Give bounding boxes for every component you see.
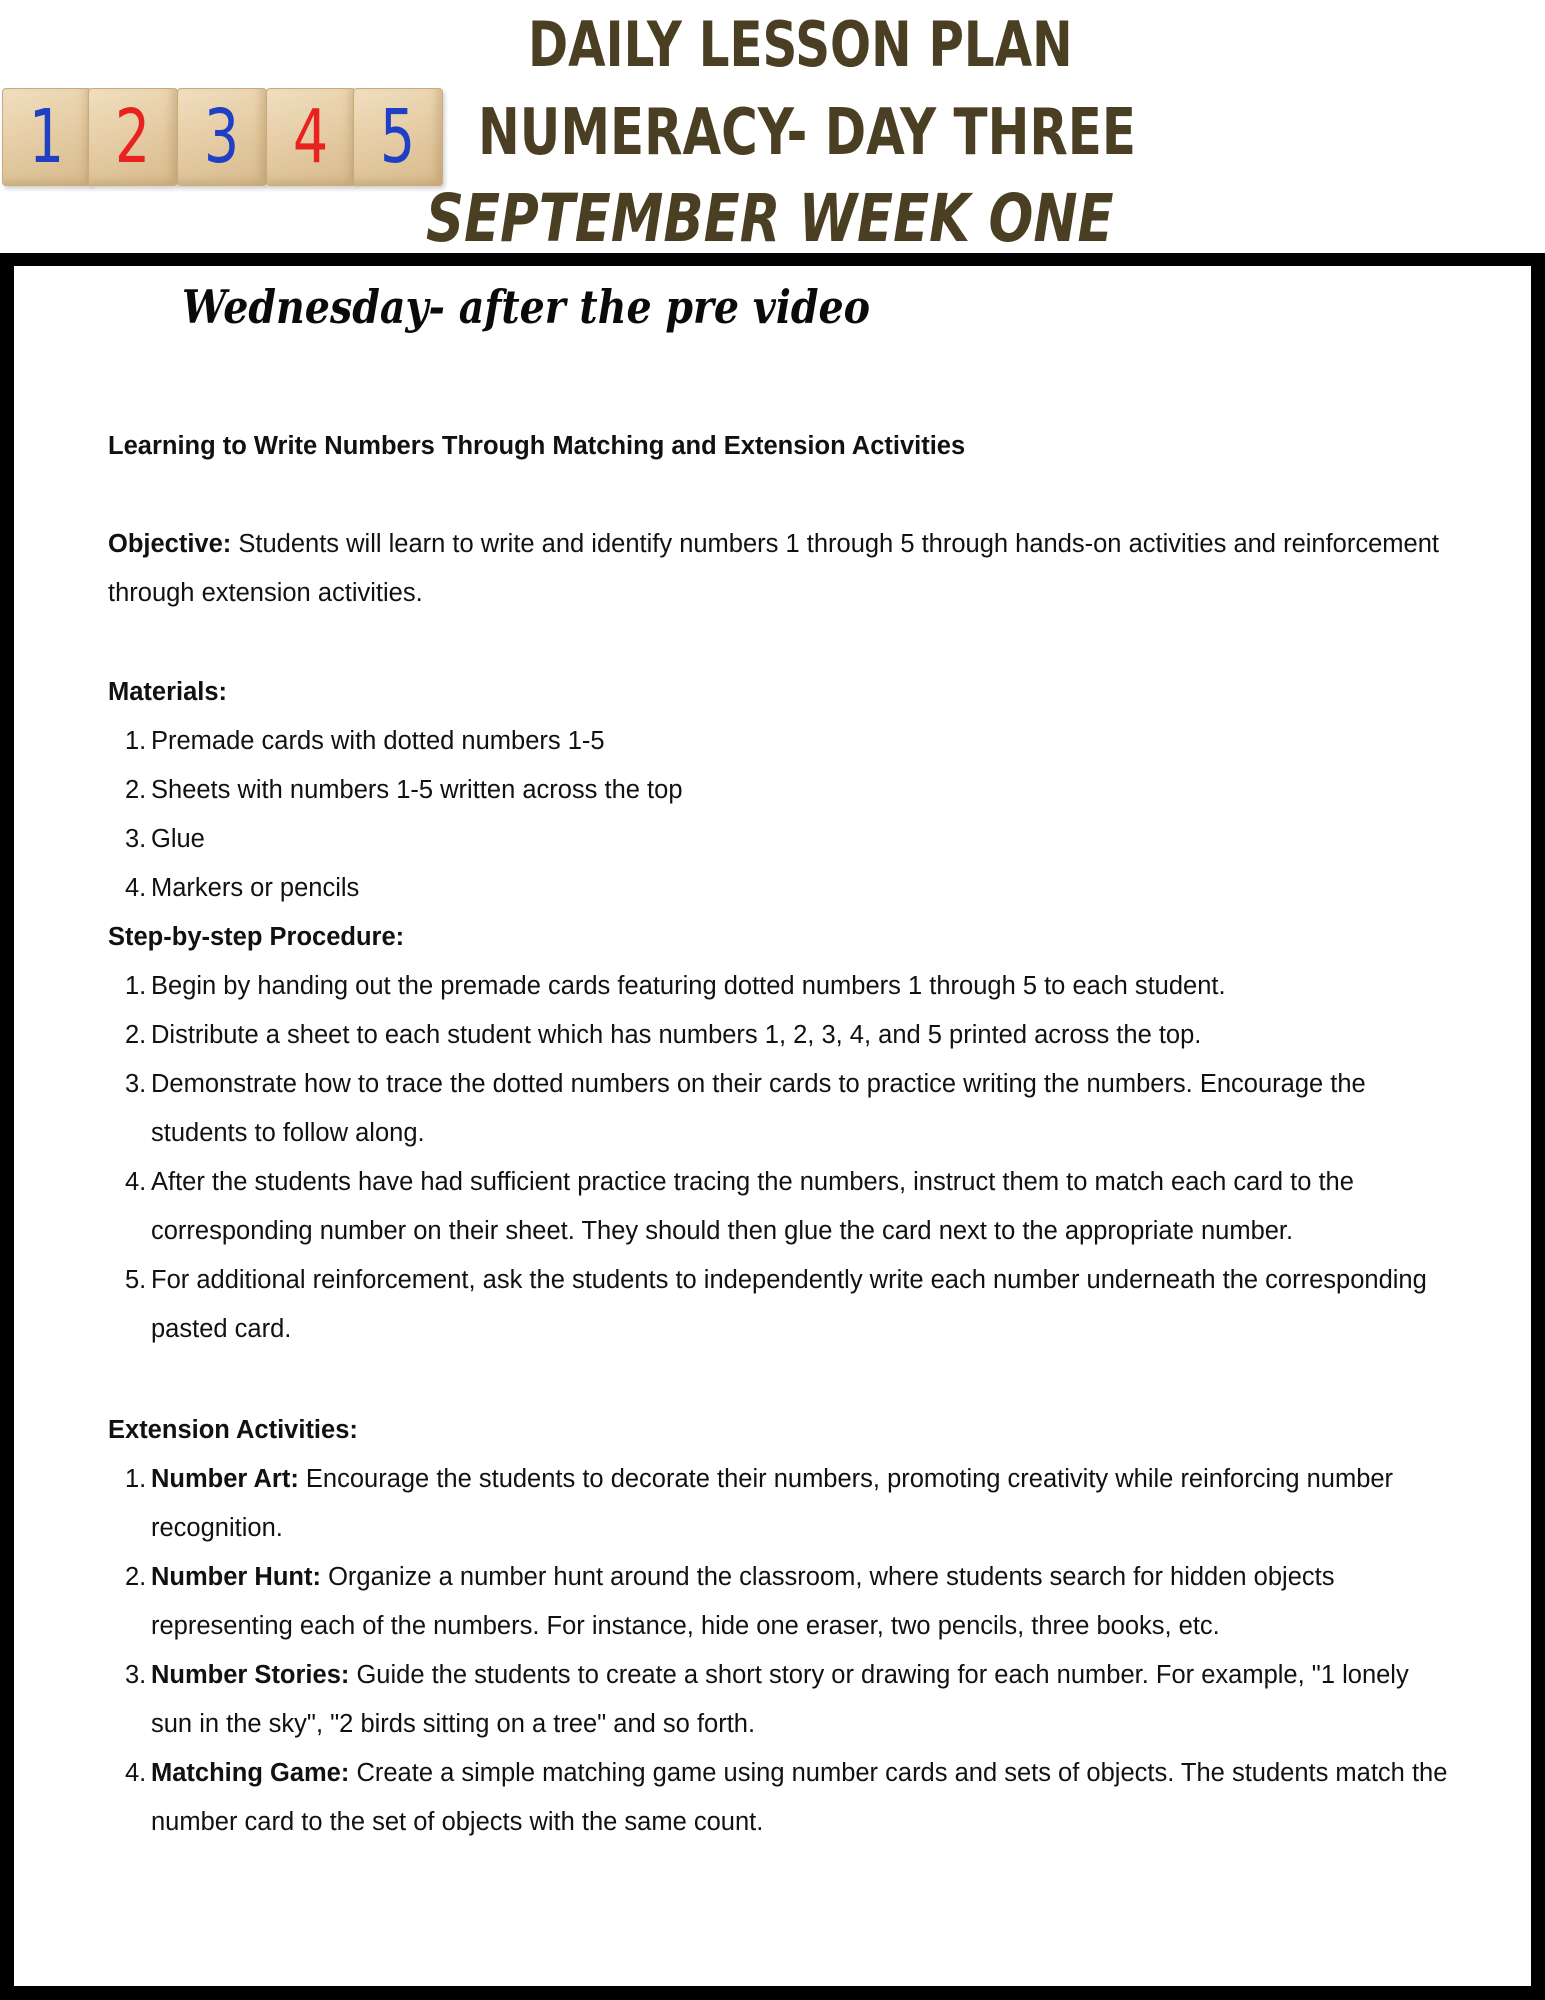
title-line-1: DAILY LESSON PLAN [528,8,1073,81]
number-block [2,88,92,186]
item-label: Number Stories: [151,1661,350,1689]
list-item-text: Markers or pencils [151,874,360,902]
list-item: 1. Number Art: Encourage the students to decorate their numbers, promoting creativity while reinforcing number recognition. [125,1465,1394,1542]
block-digit: 4 [293,94,329,180]
list-item: 1. Begin by handing out the premade cards featuring dotted numbers 1 through 5 to each student. [125,972,1226,1000]
item-label: Number Hunt: [151,1563,321,1591]
extension-list [108,1455,1453,1847]
header [0,0,1545,257]
extension-section [108,1406,1453,1847]
lesson-title [108,422,1453,471]
materials-heading: Materials: [108,678,228,706]
list-item-text: After the students have had sufficient practice tracing the numbers, instruct them to match each card to the corresponding number on their sheet. They should then glue the card next to the appropriate number. [151,1168,1354,1245]
title-line-3: SEPTEMBER WEEK ONE [426,180,1114,257]
list-item: 5. For additional reinforcement, ask the students to independently write each number underneath the corresponding pasted card. [125,1266,1427,1343]
list-item: 2. Number Hunt: Organize a number hunt around the classroom, where students search for hidden objects representing each of the numbers. For instance, hide one eraser, two pencils, three books, etc. [125,1563,1335,1640]
number-block [177,88,267,186]
list-item-text: Sheets with numbers 1-5 written across the top [151,776,683,804]
list-item: 4. After the students have had sufficient practice tracing the numbers, instruct them to match each card to the corresponding number on their sheet. They should then glue the card next to the appropriate number. [125,1168,1354,1245]
objective-label: Objective: [108,530,232,558]
extension-heading: Extension Activities: [108,1416,358,1444]
number-block [353,88,443,186]
title-line-2: NUMERACY- DAY THREE [478,96,1137,170]
materials-list [108,717,1453,913]
list-item: 2. Sheets with numbers 1-5 written across the top [125,776,683,804]
block-digit: 5 [380,94,416,180]
block-digit: 3 [204,94,240,180]
list-item: 3. Number Stories: Guide the students to create a short story or drawing for each number. For example, "1 lonely sun in the sky", "2 birds sitting on a tree" and so forth. [125,1661,1409,1738]
block-digit: 2 [115,94,151,180]
day-heading: Wednesday- after the pre video [182,280,871,334]
number-block [88,88,178,186]
item-text: Create a simple matching game using number cards and sets of objects. The students match the number card to the set of objects with the same count. [151,1759,1448,1836]
list-item: 3. Demonstrate how to trace the dotted numbers on their cards to practice writing the numbers. Encourage the students to follow along. [125,1070,1366,1147]
list-item-text: Distribute a sheet to each student which has numbers 1, 2, 3, 4, and 5 printed across the top. [151,1021,1202,1049]
list-item: 2. Distribute a sheet to each student which has numbers 1, 2, 3, 4, and 5 printed across the top. [125,1021,1202,1049]
item-text: Encourage the students to decorate their numbers, promoting creativity while reinforcing number recognition. [151,1465,1394,1542]
list-item: 4. Matching Game: Create a simple matching game using number cards and sets of objects. The students match the number card to the set of objects with the same count. [125,1759,1448,1836]
item-text: Guide the students to create a short story or drawing for each number. For example, "1 lonely sun in the sky", "2 birds sitting on a tree" and so forth. [151,1661,1409,1738]
list-item: 4. Markers or pencils [125,874,360,902]
list-item: 1. Premade cards with dotted numbers 1-5 [125,727,605,755]
list-item-text: Demonstrate how to trace the dotted numbers on their cards to practice writing the numbers. Encourage the students to follow along. [151,1070,1366,1147]
materials-section [108,668,1453,1354]
number-block [266,88,356,186]
block-digit: 1 [29,94,65,180]
objective [108,520,1453,618]
list-item-text: Glue [151,825,205,853]
list-item-text: For additional reinforcement, ask the students to independently write each number underneath the corresponding pasted card. [151,1266,1427,1343]
procedure-list [108,962,1453,1354]
number-blocks-image [2,88,442,188]
item-text: Organize a number hunt around the classroom, where students search for hidden objects representing each of the numbers. For instance, hide one eraser, two pencils, three books, etc. [151,1563,1335,1640]
item-label: Matching Game: [151,1759,350,1787]
list-item: 3. Glue [125,825,205,853]
list-item-text: Begin by handing out the premade cards featuring dotted numbers 1 through 5 to each student. [151,972,1226,1000]
procedure-heading: Step-by-step Procedure: [108,923,405,951]
list-item-text: Premade cards with dotted numbers 1-5 [151,727,605,755]
objective-text: Students will learn to write and identify numbers 1 through 5 through hands-on activities and reinforcement through extension activities. [108,530,1439,607]
lesson-title-text: Learning to Write Numbers Through Matching and Extension Activities [108,432,966,460]
item-label: Number Art: [151,1465,299,1493]
